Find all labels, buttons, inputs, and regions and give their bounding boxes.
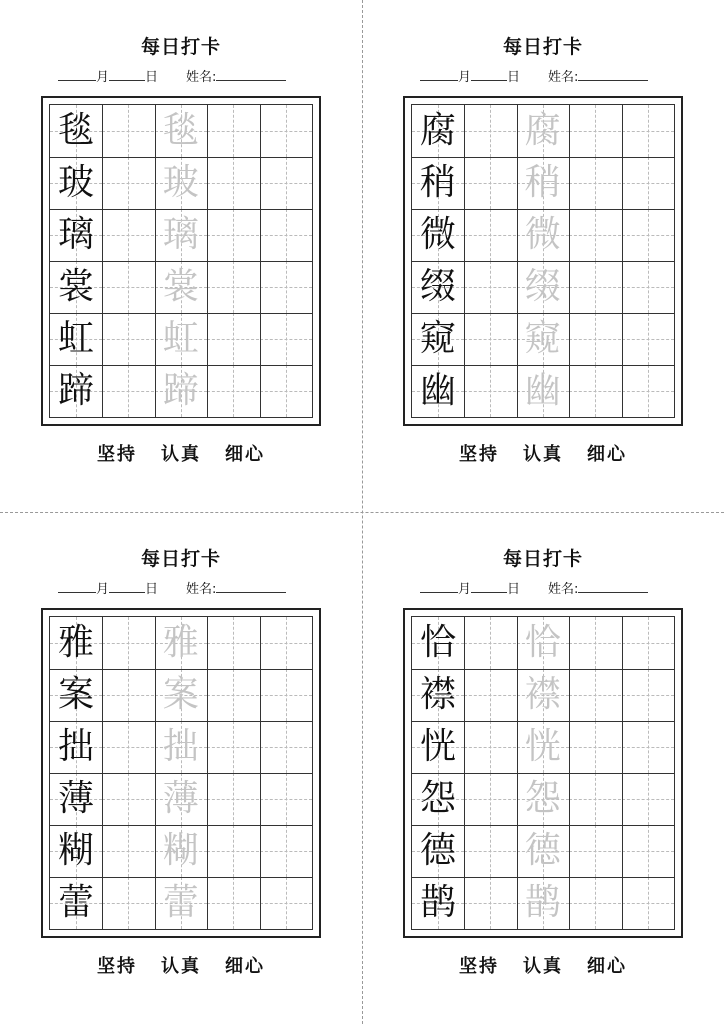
practice-row bbox=[412, 877, 674, 929]
tian-grid-cell[interactable] bbox=[464, 261, 516, 313]
tian-grid-cell[interactable] bbox=[412, 365, 464, 417]
tian-grid-cell[interactable] bbox=[50, 877, 102, 929]
tian-grid-cell[interactable] bbox=[622, 157, 674, 209]
tian-grid-cell[interactable] bbox=[50, 209, 102, 261]
month-blank[interactable] bbox=[58, 68, 96, 81]
tian-grid-cell[interactable] bbox=[412, 877, 464, 929]
trace-character: 裳 bbox=[162, 266, 199, 307]
name-label: 姓名: bbox=[548, 70, 579, 85]
tian-grid-cell[interactable] bbox=[102, 721, 154, 773]
trace-character: 虹 bbox=[162, 318, 199, 359]
tian-grid-cell[interactable] bbox=[464, 773, 516, 825]
month-blank[interactable] bbox=[420, 580, 458, 593]
tian-grid-cell[interactable] bbox=[622, 209, 674, 261]
trace-character: 蕾 bbox=[162, 882, 199, 923]
practice-row bbox=[50, 773, 312, 825]
tian-grid-cell[interactable] bbox=[622, 773, 674, 825]
tian-grid-cell[interactable] bbox=[102, 105, 154, 157]
tian-grid-cell[interactable] bbox=[569, 313, 621, 365]
tian-grid-cell[interactable] bbox=[155, 261, 207, 313]
practice-grid bbox=[411, 616, 675, 930]
practice-row bbox=[50, 209, 312, 261]
practice-row bbox=[412, 825, 674, 877]
tian-grid-cell[interactable] bbox=[50, 365, 102, 417]
model-character: 怨 bbox=[419, 778, 456, 819]
tian-grid-cell[interactable] bbox=[569, 669, 621, 721]
tian-grid-cell[interactable] bbox=[517, 209, 569, 261]
trace-character: 毯 bbox=[162, 110, 199, 151]
practice-frame bbox=[403, 608, 683, 938]
tian-grid-cell[interactable] bbox=[412, 669, 464, 721]
tian-grid-cell[interactable] bbox=[102, 313, 154, 365]
month-blank[interactable] bbox=[58, 580, 96, 593]
tian-grid-cell[interactable] bbox=[155, 313, 207, 365]
tian-grid-cell[interactable] bbox=[569, 209, 621, 261]
tian-grid-cell[interactable] bbox=[517, 877, 569, 929]
practice-row bbox=[412, 261, 674, 313]
trace-character: 拙 bbox=[162, 726, 199, 767]
practice-row bbox=[412, 313, 674, 365]
tian-grid-cell[interactable] bbox=[155, 105, 207, 157]
motto-line bbox=[362, 440, 724, 466]
tian-grid-cell[interactable] bbox=[102, 773, 154, 825]
day-label: 日 bbox=[145, 582, 159, 597]
tian-grid-cell[interactable] bbox=[207, 261, 259, 313]
tian-grid-cell[interactable] bbox=[412, 105, 464, 157]
tian-grid-cell[interactable] bbox=[50, 157, 102, 209]
practice-row bbox=[50, 261, 312, 313]
tian-grid-cell[interactable] bbox=[155, 209, 207, 261]
model-character: 襟 bbox=[419, 674, 456, 715]
tian-grid-cell[interactable] bbox=[517, 617, 569, 669]
tian-grid-cell[interactable] bbox=[50, 721, 102, 773]
tian-grid-cell[interactable] bbox=[260, 105, 312, 157]
practice-row bbox=[412, 773, 674, 825]
practice-grid bbox=[49, 104, 313, 418]
motto-serious: 认真 bbox=[161, 444, 201, 465]
day-blank[interactable] bbox=[471, 580, 507, 593]
name-blank[interactable] bbox=[216, 68, 286, 81]
tian-grid-cell[interactable] bbox=[207, 157, 259, 209]
tian-grid-cell[interactable] bbox=[207, 209, 259, 261]
tian-grid-cell[interactable] bbox=[260, 261, 312, 313]
name-label: 姓名: bbox=[186, 582, 217, 597]
trace-character: 恍 bbox=[524, 726, 561, 767]
name-blank[interactable] bbox=[578, 580, 648, 593]
tian-grid-cell[interactable] bbox=[50, 773, 102, 825]
tian-grid-cell[interactable] bbox=[260, 209, 312, 261]
tian-grid-cell[interactable] bbox=[50, 825, 102, 877]
tian-grid-cell[interactable] bbox=[155, 669, 207, 721]
trace-character: 鹊 bbox=[524, 882, 561, 923]
tian-grid-cell[interactable] bbox=[50, 313, 102, 365]
model-character: 蕾 bbox=[57, 882, 94, 923]
checkin-card bbox=[0, 0, 362, 512]
trace-character: 恰 bbox=[524, 622, 561, 663]
tian-grid-cell[interactable] bbox=[412, 617, 464, 669]
model-character: 鹊 bbox=[419, 882, 456, 923]
tian-grid-cell[interactable] bbox=[102, 209, 154, 261]
tian-grid-cell[interactable] bbox=[50, 105, 102, 157]
model-character: 璃 bbox=[57, 214, 94, 255]
tian-grid-cell[interactable] bbox=[412, 313, 464, 365]
tian-grid-cell[interactable] bbox=[569, 157, 621, 209]
month-blank[interactable] bbox=[420, 68, 458, 81]
tian-grid-cell[interactable] bbox=[50, 669, 102, 721]
day-blank[interactable] bbox=[109, 580, 145, 593]
tian-grid-cell[interactable] bbox=[155, 825, 207, 877]
tian-grid-cell[interactable] bbox=[412, 261, 464, 313]
practice-row bbox=[50, 313, 312, 365]
tian-grid-cell[interactable] bbox=[260, 825, 312, 877]
motto-careful: 细心 bbox=[587, 956, 627, 977]
tian-grid-cell[interactable] bbox=[260, 773, 312, 825]
tian-grid-cell[interactable] bbox=[102, 877, 154, 929]
date-name-line bbox=[420, 66, 648, 85]
tian-grid-cell[interactable] bbox=[207, 721, 259, 773]
motto-persist: 坚持 bbox=[459, 956, 499, 977]
tian-grid-cell[interactable] bbox=[102, 365, 154, 417]
motto-line bbox=[0, 440, 362, 466]
practice-row bbox=[50, 365, 312, 417]
tian-grid-cell[interactable] bbox=[464, 877, 516, 929]
tian-grid-cell[interactable] bbox=[102, 825, 154, 877]
practice-row bbox=[412, 209, 674, 261]
motto-line bbox=[362, 952, 724, 978]
model-character: 玻 bbox=[57, 162, 94, 203]
tian-grid-cell[interactable] bbox=[464, 313, 516, 365]
model-character: 恰 bbox=[419, 622, 456, 663]
trace-character: 襟 bbox=[524, 674, 561, 715]
checkin-card bbox=[0, 512, 362, 1024]
tian-grid-cell[interactable] bbox=[517, 825, 569, 877]
month-label: 月 bbox=[96, 582, 110, 597]
tian-grid-cell[interactable] bbox=[207, 105, 259, 157]
model-character: 虹 bbox=[57, 318, 94, 359]
tian-grid-cell[interactable] bbox=[569, 877, 621, 929]
tian-grid-cell[interactable] bbox=[622, 721, 674, 773]
tian-grid-cell[interactable] bbox=[260, 617, 312, 669]
model-character: 德 bbox=[419, 830, 456, 871]
trace-character: 窥 bbox=[524, 318, 561, 359]
day-label: 日 bbox=[145, 70, 159, 85]
month-label: 月 bbox=[458, 582, 472, 597]
trace-character: 玻 bbox=[162, 162, 199, 203]
practice-row bbox=[50, 721, 312, 773]
tian-grid-cell[interactable] bbox=[50, 617, 102, 669]
tian-grid-cell[interactable] bbox=[260, 721, 312, 773]
month-label: 月 bbox=[458, 70, 472, 85]
tian-grid-cell[interactable] bbox=[569, 773, 621, 825]
tian-grid-cell[interactable] bbox=[622, 313, 674, 365]
tian-grid-cell[interactable] bbox=[464, 105, 516, 157]
card-title: 每日打卡 bbox=[502, 548, 583, 570]
model-character: 窥 bbox=[419, 318, 456, 359]
tian-grid-cell[interactable] bbox=[260, 669, 312, 721]
trace-character: 德 bbox=[524, 830, 561, 871]
tian-grid-cell[interactable] bbox=[155, 773, 207, 825]
day-blank[interactable] bbox=[109, 68, 145, 81]
date-name-line bbox=[58, 66, 286, 85]
tian-grid-cell[interactable] bbox=[622, 877, 674, 929]
tian-grid-cell[interactable] bbox=[464, 617, 516, 669]
trace-character: 糊 bbox=[162, 830, 199, 871]
model-character: 拙 bbox=[57, 726, 94, 767]
name-blank[interactable] bbox=[578, 68, 648, 81]
practice-row bbox=[412, 669, 674, 721]
tian-grid-cell[interactable] bbox=[260, 877, 312, 929]
practice-grid bbox=[49, 616, 313, 930]
name-blank[interactable] bbox=[216, 580, 286, 593]
motto-persist: 坚持 bbox=[97, 956, 137, 977]
tian-grid-cell[interactable] bbox=[569, 105, 621, 157]
model-character: 蹄 bbox=[57, 370, 94, 411]
model-character: 缀 bbox=[419, 266, 456, 307]
motto-careful: 细心 bbox=[225, 956, 265, 977]
motto-line bbox=[0, 952, 362, 978]
tian-grid-cell[interactable] bbox=[260, 365, 312, 417]
trace-character: 案 bbox=[162, 674, 199, 715]
tian-grid-cell[interactable] bbox=[622, 365, 674, 417]
practice-row bbox=[412, 617, 674, 669]
trace-character: 雅 bbox=[162, 622, 199, 663]
day-blank[interactable] bbox=[471, 68, 507, 81]
tian-grid-cell[interactable] bbox=[207, 617, 259, 669]
practice-frame bbox=[41, 608, 321, 938]
tian-grid-cell[interactable] bbox=[207, 365, 259, 417]
trace-character: 稍 bbox=[524, 162, 561, 203]
tian-grid-cell[interactable] bbox=[464, 669, 516, 721]
tian-grid-cell[interactable] bbox=[569, 825, 621, 877]
motto-serious: 认真 bbox=[523, 444, 563, 465]
day-label: 日 bbox=[507, 70, 521, 85]
tian-grid-cell[interactable] bbox=[622, 617, 674, 669]
trace-character: 蹄 bbox=[162, 370, 199, 411]
practice-frame bbox=[41, 96, 321, 426]
tian-grid-cell[interactable] bbox=[464, 365, 516, 417]
practice-row bbox=[50, 877, 312, 929]
practice-grid bbox=[411, 104, 675, 418]
trace-character: 璃 bbox=[162, 214, 199, 255]
tian-grid-cell[interactable] bbox=[412, 157, 464, 209]
motto-careful: 细心 bbox=[587, 444, 627, 465]
date-name-line bbox=[58, 578, 286, 597]
practice-row bbox=[412, 721, 674, 773]
tian-grid-cell[interactable] bbox=[622, 825, 674, 877]
trace-character: 薄 bbox=[162, 778, 199, 819]
model-character: 恍 bbox=[419, 726, 456, 767]
motto-serious: 认真 bbox=[161, 956, 201, 977]
model-character: 微 bbox=[419, 214, 456, 255]
tian-grid-cell[interactable] bbox=[517, 313, 569, 365]
model-character: 案 bbox=[57, 674, 94, 715]
motto-persist: 坚持 bbox=[459, 444, 499, 465]
tian-grid-cell[interactable] bbox=[102, 669, 154, 721]
tian-grid-cell[interactable] bbox=[102, 617, 154, 669]
tian-grid-cell[interactable] bbox=[207, 877, 259, 929]
trace-character: 幽 bbox=[524, 370, 561, 411]
checkin-card bbox=[362, 0, 724, 512]
name-label: 姓名: bbox=[548, 582, 579, 597]
month-label: 月 bbox=[96, 70, 110, 85]
card-title: 每日打卡 bbox=[140, 548, 221, 570]
name-label: 姓名: bbox=[186, 70, 217, 85]
tian-grid-cell[interactable] bbox=[155, 157, 207, 209]
model-character: 毯 bbox=[57, 110, 94, 151]
tian-grid-cell[interactable] bbox=[622, 261, 674, 313]
motto-careful: 细心 bbox=[225, 444, 265, 465]
tian-grid-cell[interactable] bbox=[207, 825, 259, 877]
model-character: 薄 bbox=[57, 778, 94, 819]
tian-grid-cell[interactable] bbox=[622, 105, 674, 157]
tian-grid-cell[interactable] bbox=[155, 365, 207, 417]
motto-serious: 认真 bbox=[523, 956, 563, 977]
tian-grid-cell[interactable] bbox=[260, 157, 312, 209]
model-character: 幽 bbox=[419, 370, 456, 411]
tian-grid-cell[interactable] bbox=[517, 773, 569, 825]
tian-grid-cell[interactable] bbox=[412, 825, 464, 877]
tian-grid-cell[interactable] bbox=[569, 365, 621, 417]
tian-grid-cell[interactable] bbox=[260, 313, 312, 365]
practice-row bbox=[50, 669, 312, 721]
tian-grid-cell[interactable] bbox=[155, 617, 207, 669]
trace-character: 怨 bbox=[524, 778, 561, 819]
trace-character: 微 bbox=[524, 214, 561, 255]
tian-grid-cell[interactable] bbox=[569, 617, 621, 669]
tian-grid-cell[interactable] bbox=[517, 261, 569, 313]
tian-grid-cell[interactable] bbox=[569, 261, 621, 313]
tian-grid-cell[interactable] bbox=[622, 669, 674, 721]
tian-grid-cell[interactable] bbox=[155, 877, 207, 929]
practice-row bbox=[412, 365, 674, 417]
practice-row bbox=[412, 105, 674, 157]
tian-grid-cell[interactable] bbox=[412, 209, 464, 261]
model-character: 稍 bbox=[419, 162, 456, 203]
model-character: 雅 bbox=[57, 622, 94, 663]
tian-grid-cell[interactable] bbox=[517, 669, 569, 721]
practice-row bbox=[50, 825, 312, 877]
tian-grid-cell[interactable] bbox=[412, 773, 464, 825]
tian-grid-cell[interactable] bbox=[207, 669, 259, 721]
tian-grid-cell[interactable] bbox=[569, 721, 621, 773]
tian-grid-cell[interactable] bbox=[102, 157, 154, 209]
tian-grid-cell[interactable] bbox=[207, 773, 259, 825]
practice-row bbox=[50, 157, 312, 209]
practice-row bbox=[412, 157, 674, 209]
tian-grid-cell[interactable] bbox=[207, 313, 259, 365]
tian-grid-cell[interactable] bbox=[464, 209, 516, 261]
model-character: 腐 bbox=[419, 110, 456, 151]
trace-character: 腐 bbox=[524, 110, 561, 151]
card-title: 每日打卡 bbox=[140, 36, 221, 58]
tian-grid-cell[interactable] bbox=[464, 157, 516, 209]
model-character: 裳 bbox=[57, 266, 94, 307]
date-name-line bbox=[420, 578, 648, 597]
tian-grid-cell[interactable] bbox=[464, 825, 516, 877]
practice-row bbox=[50, 105, 312, 157]
tian-grid-cell[interactable] bbox=[517, 721, 569, 773]
motto-persist: 坚持 bbox=[97, 444, 137, 465]
tian-grid-cell[interactable] bbox=[517, 365, 569, 417]
tian-grid-cell[interactable] bbox=[464, 721, 516, 773]
tian-grid-cell[interactable] bbox=[102, 261, 154, 313]
practice-frame bbox=[403, 96, 683, 426]
card-title: 每日打卡 bbox=[502, 36, 583, 58]
tian-grid-cell[interactable] bbox=[50, 261, 102, 313]
tian-grid-cell[interactable] bbox=[412, 721, 464, 773]
practice-row bbox=[50, 617, 312, 669]
day-label: 日 bbox=[507, 582, 521, 597]
trace-character: 缀 bbox=[524, 266, 561, 307]
tian-grid-cell[interactable] bbox=[517, 105, 569, 157]
checkin-card bbox=[362, 512, 724, 1024]
tian-grid-cell[interactable] bbox=[155, 721, 207, 773]
model-character: 糊 bbox=[57, 830, 94, 871]
tian-grid-cell[interactable] bbox=[517, 157, 569, 209]
